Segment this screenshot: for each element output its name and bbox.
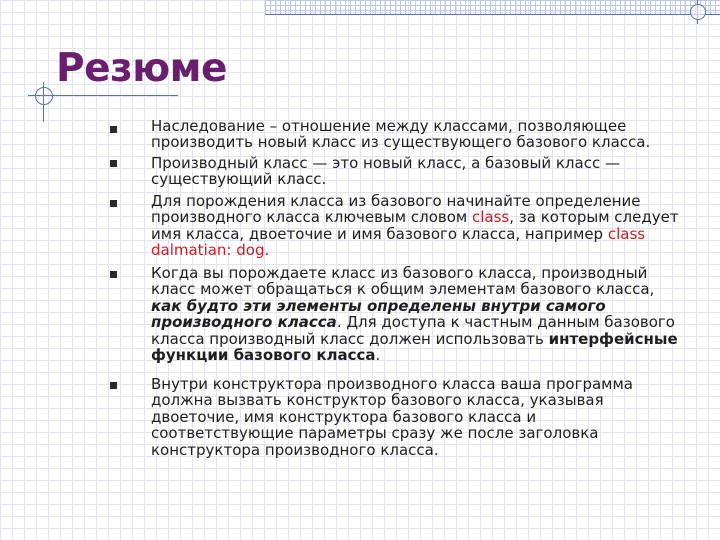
emphasis-text: как будто эти элементы определены внутри самого производного класса [151,296,606,332]
bullet-text-part: Когда вы порождаете класс из базового класса, производный класс может обращаться к общим элементам базового класса, [151,264,655,299]
bullet-text-part: . Для доступа к частным данным базового класса производный класс должен использовать [151,313,675,348]
top-decor-grid [265,0,720,14]
bullet-text-part: , за которым следует имя класса, двоеточие и имя базового класса, например [151,208,679,243]
bullet-marker [110,382,117,389]
bullet-marker [110,200,117,207]
bullet-marker [110,126,117,133]
bullet-text: Производный класс — это новый класс, а базовый класс — существующий класс. [151,154,620,189]
bullet-text-access [151,265,681,363]
title-crosshair-circle [35,87,53,105]
bullet-text-inheritance [151,118,681,151]
bullet-text-part: Для порождения класса из базового начинайте определение производного класса ключевым словом [151,192,641,227]
top-decor-line [265,14,720,15]
bullet-marker [110,160,117,167]
bullet-text: Наследование – отношение между классами, позволяющее производить новый класс из существующего базового класса. [151,117,651,152]
bullet-text-class-keyword [151,193,681,259]
bullet-text: Внутри конструктора производного класса ваша программа должна вызвать конструктор базового класса, указывая двоеточие, имя конструктора базового класса и соответствующие параметры сразу же после заголовка конструктора производного класса. [151,375,633,459]
code-example: class dalmatian: dog. [151,224,646,260]
bullet-marker [110,271,117,278]
bullet-text-part: . [375,346,381,365]
strong-text: интерфейсные функции базового класса [151,329,678,365]
bullet-text-derived-class [151,155,681,188]
slide-title: Резюме [56,46,227,91]
corner-decor-circle [690,4,706,20]
bullet-text-constructor [151,376,681,458]
code-keyword: class [471,208,510,227]
